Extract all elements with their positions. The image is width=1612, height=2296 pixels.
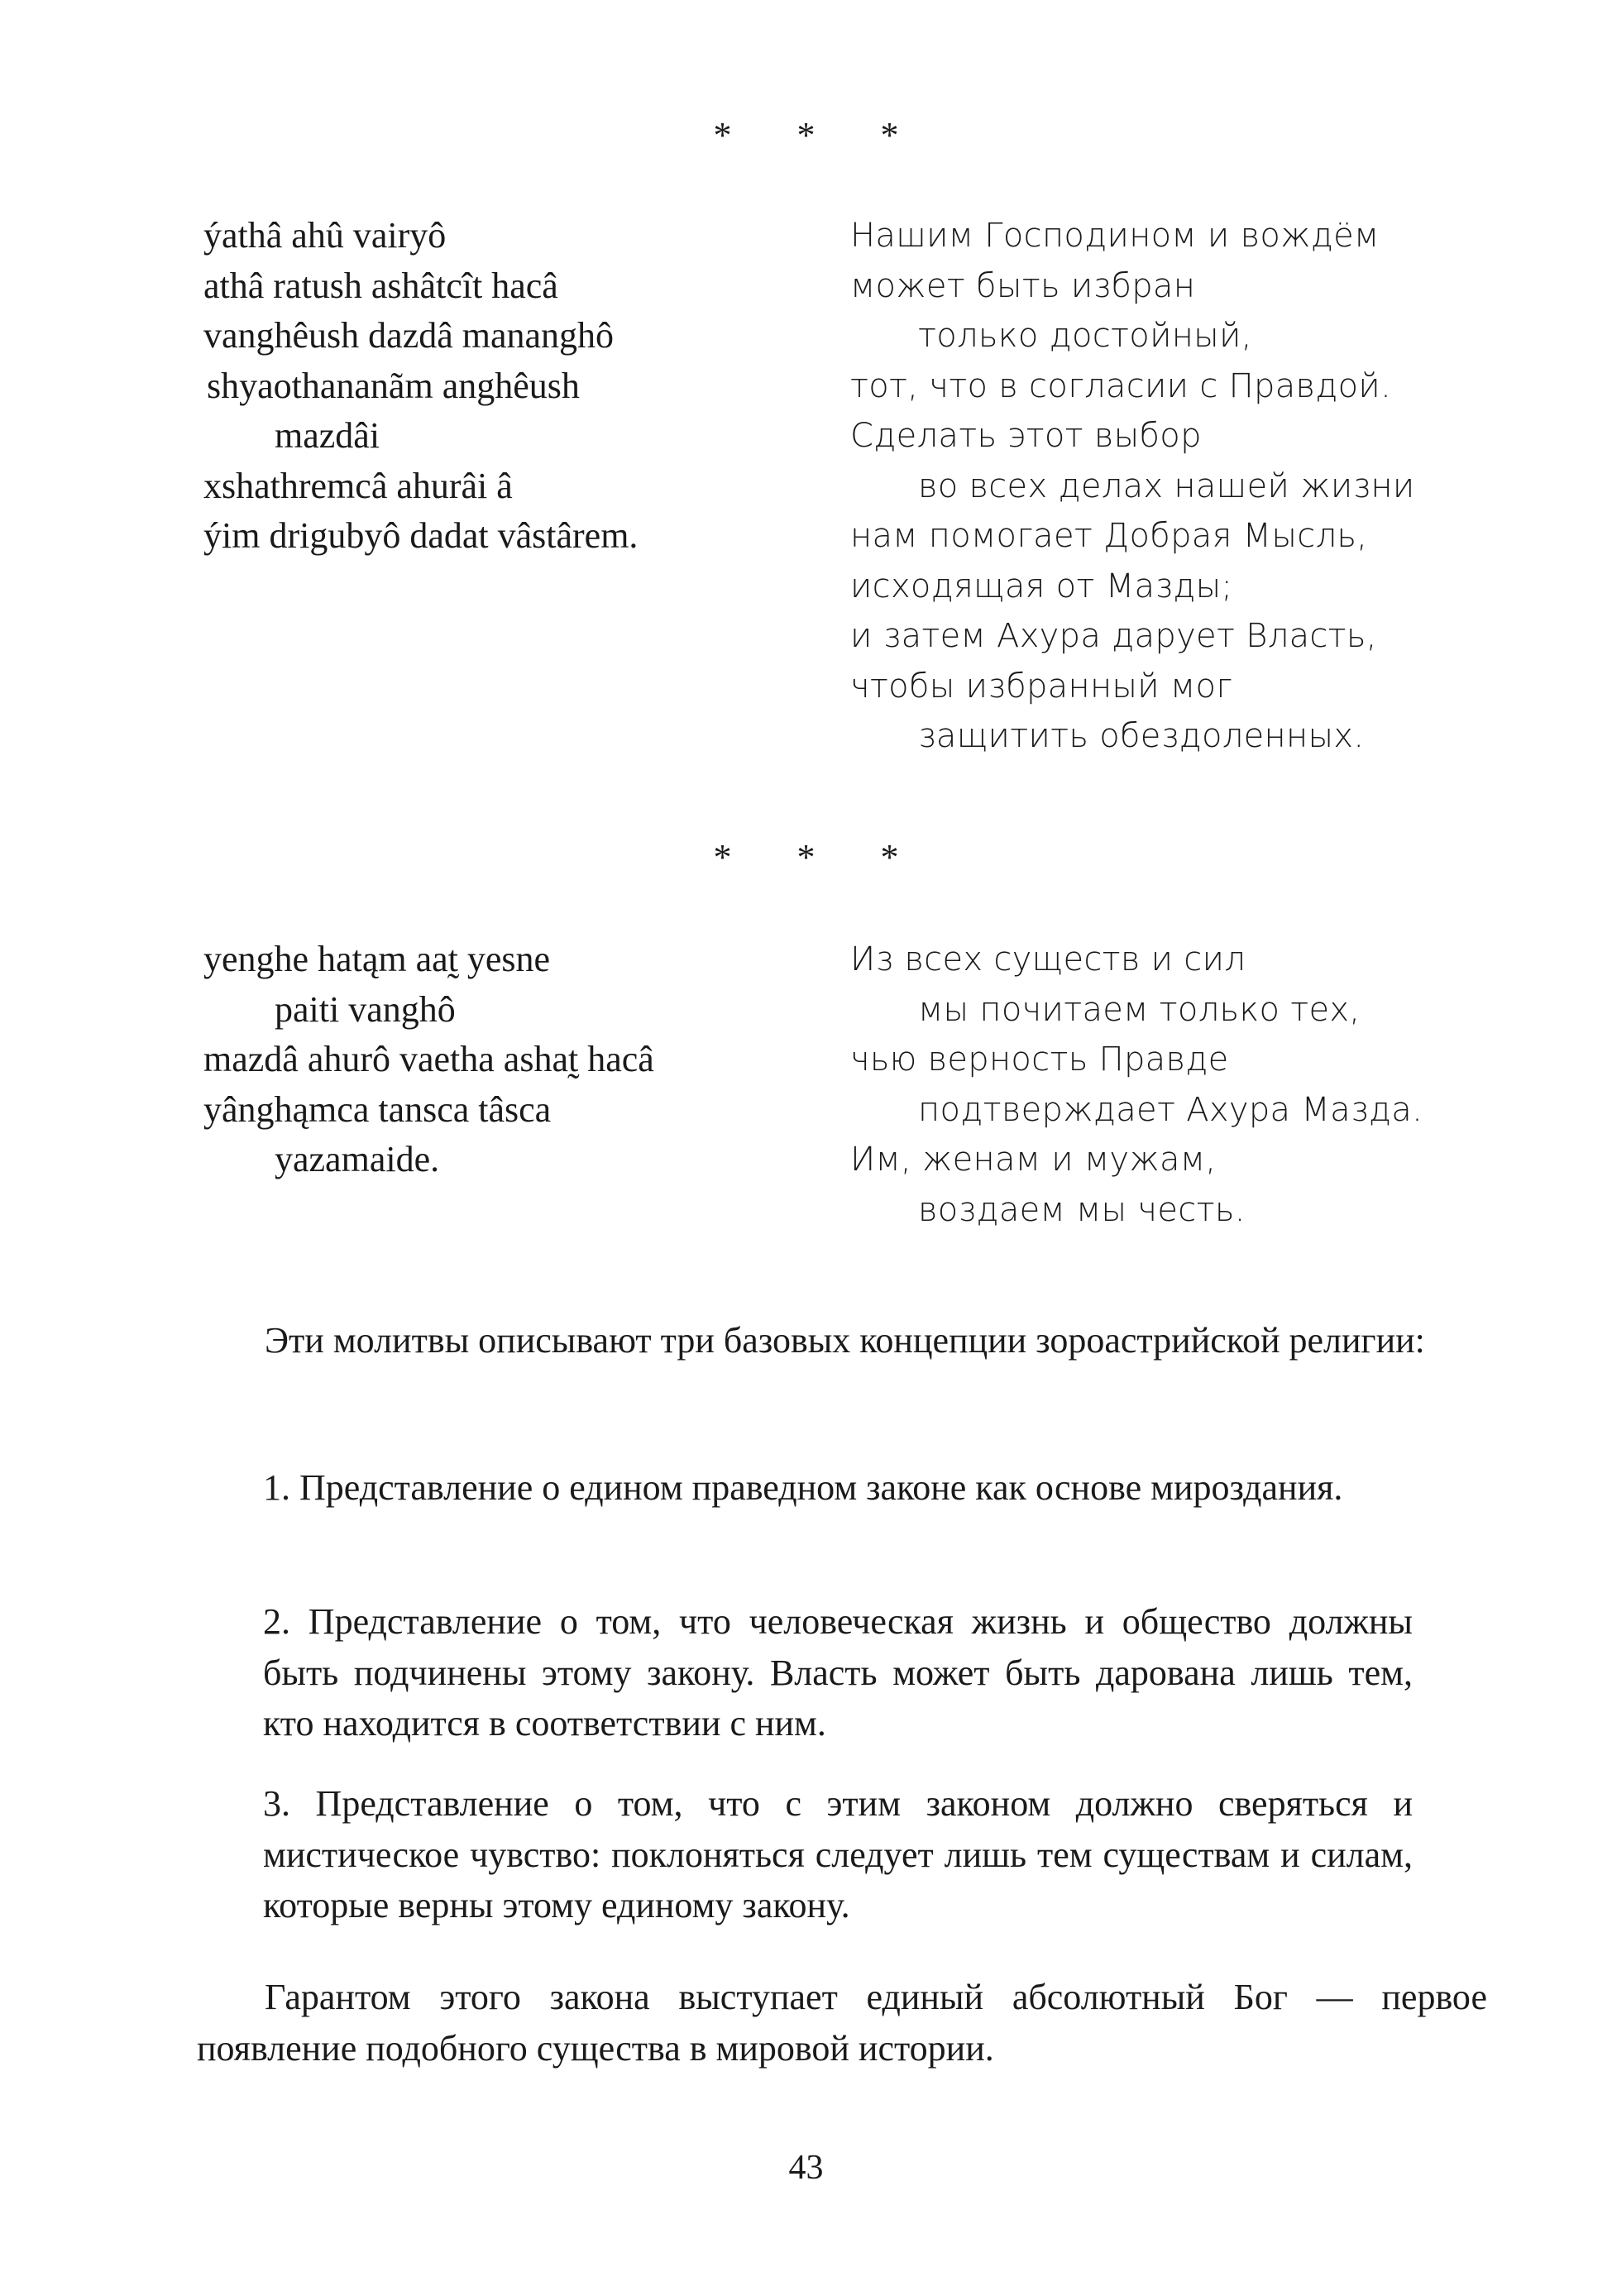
prayer1-avestan [203,211,638,562]
verse-line: mazdâ ahurô vaetha ashat̰ hacâ [203,1039,654,1079]
verse-line: только достойный, [918,317,1252,355]
verse-line: нам помогает Добрая Мысль, [850,517,1368,555]
verse-line: Сделать этот выбор [850,417,1202,455]
verse-line: vanghêush dazdâ mananghô [203,315,615,356]
verse-line: yazamaide. [275,1139,440,1179]
verse-line: чтобы избранный мог [850,667,1233,706]
verse-line: может быть избран [850,266,1196,305]
verse-line: защитить обездоленных. [918,717,1365,755]
prayer2-avestan [203,935,654,1185]
verse-line: yânghąmca tansca tâsca [203,1088,552,1130]
verse-line: Нашим Господином и вождём [850,217,1380,255]
verse-line: мы почитаем только тех, [918,990,1361,1029]
verse-line: mazdâi [275,415,380,456]
verse-line: paiti vanghô [275,988,456,1030]
verse-line: подтверждает Ахура Мазда. [918,1090,1423,1129]
prayer1-russian [850,211,1415,762]
verse-line: ýim drigubyô dadat vâstârem. [203,515,639,556]
list-item-text: 1. Представление о едином праведном законе как основе мироздания. [263,1467,1343,1508]
verse-line: Им, женам и мужам, [850,1141,1217,1179]
intro-text: Эти молитвы описывают три базовых концепции зороастрийской религии: [265,1320,1425,1361]
verse-line: воздаем мы честь. [918,1190,1246,1229]
list-item-text: 2. Представление о том, что человеческая жизнь и общество должны быть подчинены этому закону. Власть может быть дарована лишь тем, кто находится в соответствии с ним. [263,1601,1413,1744]
verse-line: тот, что в согласии с Правдой. [850,366,1392,405]
list-item [263,1462,1413,1514]
verse-line: исходящая от Мазды; [850,567,1233,605]
list-item-text: 3. Представление о том, что с этим законом должно сверяться и мистическое чувство: поклоняться следует лишь тем существам и силам, которые верны этому единому закону. [263,1783,1413,1925]
verse-line: xshathremcâ ahurâi â [203,465,513,506]
list-item [263,1778,1413,1931]
section-separator: * * * [713,837,927,878]
verse-line: во всех делах нашей жизни [918,466,1415,505]
verse-line: Из всех существ и сил [850,940,1246,978]
verse-line: чью верность Правде [850,1040,1229,1079]
prayer2-russian [850,935,1423,1235]
page-number: 43 [788,2149,824,2187]
verse-line: yenghe hatąm aat̰ yesne [203,939,551,979]
intro-paragraph [197,1315,1487,1366]
list-item [263,1596,1413,1749]
verse-line: athâ ratush ashâtcît hacâ [203,265,558,306]
conclusion-text: Гарантом этого закона выступает единый абсолютный Бог — первое появление подобного существа в мировой истории. [197,1977,1487,2069]
section-separator: * * * [713,115,927,155]
conclusion-paragraph [197,1972,1487,2074]
verse-line: ýathâ ahû vairyô [203,215,447,256]
verse-line: и затем Ахура дарует Власть, [850,617,1377,655]
verse-line: shyaothananãm anghêush [207,365,580,406]
